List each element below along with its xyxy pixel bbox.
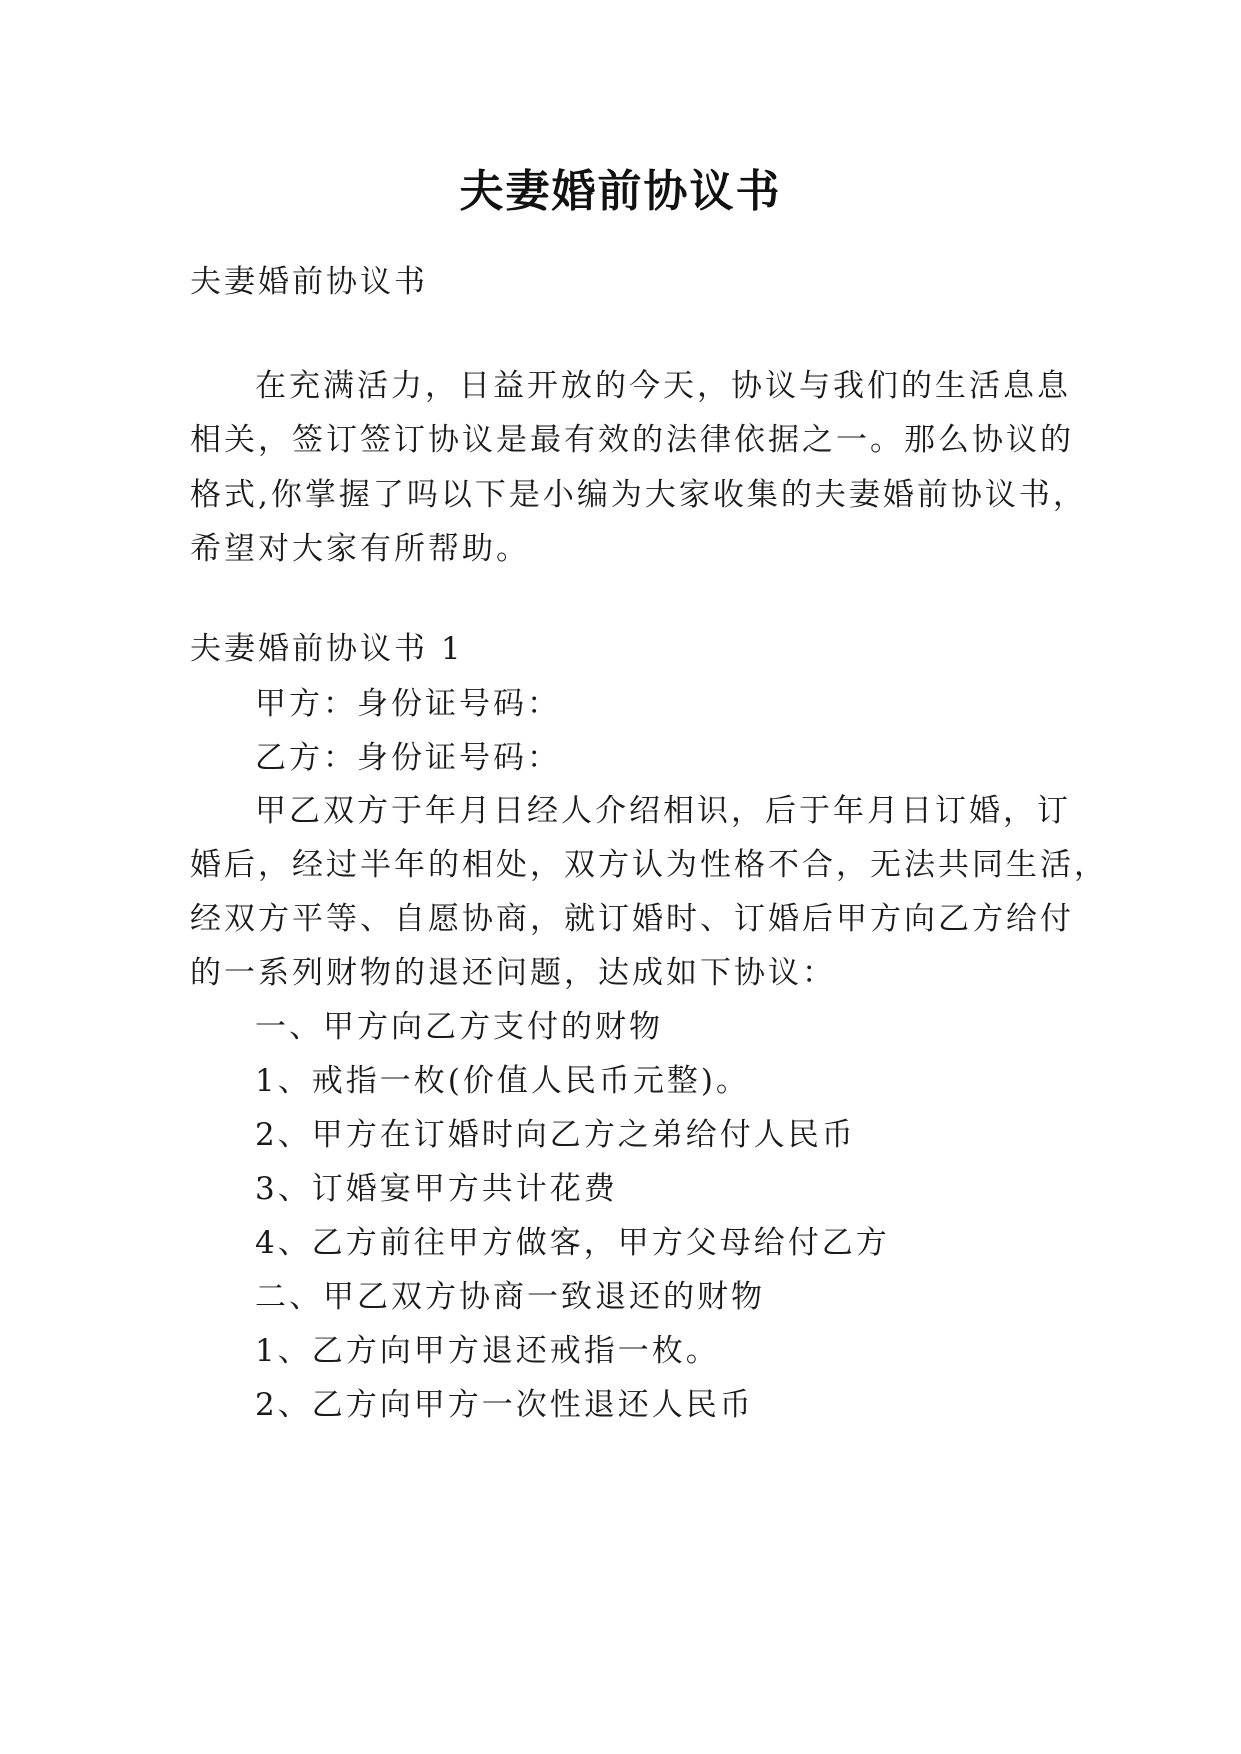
intro-line-4: 希望对大家有所帮助。 — [190, 531, 530, 567]
clause-item: 1、乙方向甲方退还戒指一枚。 — [255, 1333, 720, 1369]
section-heading: 夫妻婚前协议书 1 — [190, 631, 464, 667]
clause-item: 2、乙方向甲方一次性退还人民币 — [255, 1387, 754, 1423]
body-line-2: 婚后，经过半年的相处，双方认为性格不合，无法共同生活， — [190, 847, 1108, 883]
document-subtitle: 夫妻婚前协议书 — [190, 264, 428, 300]
body-line-1: 甲乙双方于年月日经人介绍相识，后于年月日订婚，订 — [255, 793, 1071, 829]
party-a-line: 甲方：身份证号码： — [255, 686, 561, 722]
clause-heading-1: 一、甲方向乙方支付的财物 — [255, 1009, 663, 1045]
intro-line-2: 相关，签订签订协议是最有效的法律依据之一。那么协议的 — [190, 422, 1074, 458]
body-line-3: 经双方平等、自愿协商，就订婚时、订婚后甲方向乙方给付 — [190, 901, 1074, 937]
body-line-4: 的一系列财物的退还问题，达成如下协议： — [190, 955, 836, 991]
clause-item: 4、乙方前往甲方做客，甲方父母给付乙方 — [255, 1225, 890, 1261]
party-b-line: 乙方：身份证号码： — [255, 740, 561, 776]
clause-item: 2、甲方在订婚时向乙方之弟给付人民币 — [255, 1117, 856, 1153]
intro-line-3: 格式,你掌握了吗以下是小编为大家收集的夫妻婚前协议书， — [190, 477, 1087, 513]
intro-line-1: 在充满活力，日益开放的今天，协议与我们的生活息息 — [255, 368, 1071, 404]
clause-item: 3、订婚宴甲方共计花费 — [255, 1171, 618, 1207]
clause-heading-2: 二、甲乙双方协商一致退还的财物 — [255, 1279, 765, 1315]
document-title: 夫妻婚前协议书 — [459, 166, 782, 217]
clause-item: 1、戒指一枚(价值人民币元整)。 — [255, 1063, 750, 1099]
